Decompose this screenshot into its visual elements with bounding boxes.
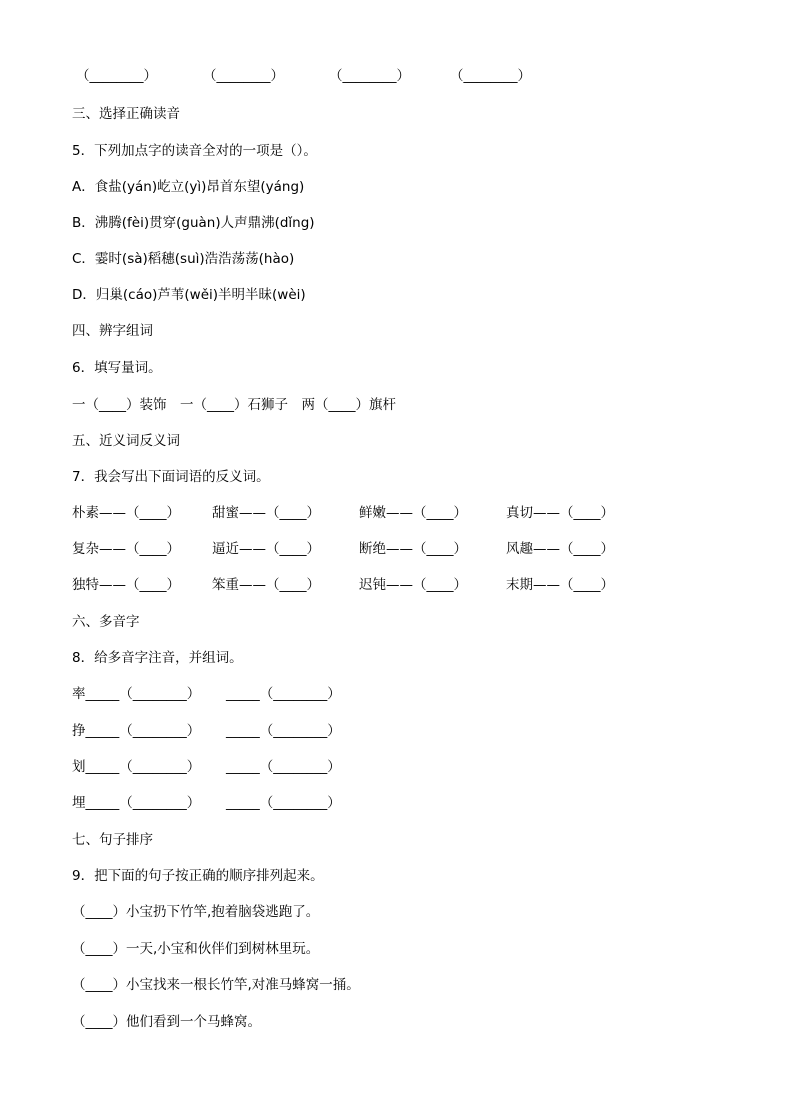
section-heading: 六、多音字 xyxy=(72,614,140,630)
polyphone-item[interactable]: _____（________） xyxy=(226,759,341,775)
antonym-item[interactable]: 朴素——（____） xyxy=(72,505,180,521)
polyphone-item[interactable]: 率_____（________） xyxy=(72,686,201,702)
option-b[interactable]: B．沸腾(fèi)贯穿(guàn)人声鼎沸(dǐng) xyxy=(72,215,315,231)
antonym-item[interactable]: 鲜嫩——（____） xyxy=(359,505,467,521)
option-c[interactable]: C．霎时(sà)稻穗(suì)浩浩荡荡(hào) xyxy=(72,251,295,267)
antonym-item[interactable]: 复杂——（____） xyxy=(72,541,180,557)
section-heading: 三、选择正确读音 xyxy=(72,106,180,122)
answer-blank[interactable]: （________） xyxy=(203,68,284,84)
section-heading: 五、近义词反义词 xyxy=(72,433,180,449)
polyphone-item[interactable]: _____（________） xyxy=(226,723,341,739)
section-heading: 四、辨字组词 xyxy=(72,323,153,339)
option-d[interactable]: D．归巢(cáo)芦苇(wěi)半明半昧(wèi) xyxy=(72,287,306,303)
question-8: 8．给多音字注音，并组词。 xyxy=(72,650,243,666)
antonym-item[interactable]: 风趣——（____） xyxy=(506,541,614,557)
antonym-item[interactable]: 笨重——（____） xyxy=(212,577,320,593)
antonym-item[interactable]: 断绝——（____） xyxy=(359,541,467,557)
antonym-item[interactable]: 逼近——（____） xyxy=(212,541,320,557)
sentence-item[interactable]: （____）小宝扔下竹竿,抱着脑袋逃跑了。 xyxy=(72,904,320,920)
question-5: 5．下列加点字的读音全对的一项是（）。 xyxy=(72,143,317,159)
question-6: 6．填写量词。 xyxy=(72,360,162,376)
antonym-item[interactable]: 迟钝——（____） xyxy=(359,577,467,593)
option-a[interactable]: A．食盐(yán)屹立(yì)昂首东望(yáng) xyxy=(72,179,305,195)
polyphone-item[interactable]: _____（________） xyxy=(226,795,341,811)
section-heading: 七、句子排序 xyxy=(72,832,153,848)
sentence-item[interactable]: （____）小宝找来一根长竹竿,对准马蜂窝一捅。 xyxy=(72,977,360,993)
polyphone-item[interactable]: 挣_____（________） xyxy=(72,723,201,739)
answer-blank[interactable]: （________） xyxy=(76,68,157,84)
antonym-item[interactable]: 末期——（____） xyxy=(506,577,614,593)
answer-blank[interactable]: （________） xyxy=(450,68,531,84)
polyphone-item[interactable]: 划_____（________） xyxy=(72,759,201,775)
question-9: 9．把下面的句子按正确的顺序排列起来。 xyxy=(72,868,324,884)
polyphone-item[interactable]: 埋_____（________） xyxy=(72,795,201,811)
question-7: 7．我会写出下面词语的反义词。 xyxy=(72,469,270,485)
antonym-item[interactable]: 真切——（____） xyxy=(506,505,614,521)
measure-word-line[interactable]: 一（____）装饰 一（____）石狮子 两（____）旗杆 xyxy=(72,397,396,413)
polyphone-item[interactable]: _____（________） xyxy=(226,686,341,702)
antonym-item[interactable]: 甜蜜——（____） xyxy=(212,505,320,521)
answer-blank[interactable]: （________） xyxy=(329,68,410,84)
antonym-item[interactable]: 独特——（____） xyxy=(72,577,180,593)
sentence-item[interactable]: （____）一天,小宝和伙伴们到树林里玩。 xyxy=(72,941,320,957)
sentence-item[interactable]: （____）他们看到一个马蜂窝。 xyxy=(72,1014,261,1030)
